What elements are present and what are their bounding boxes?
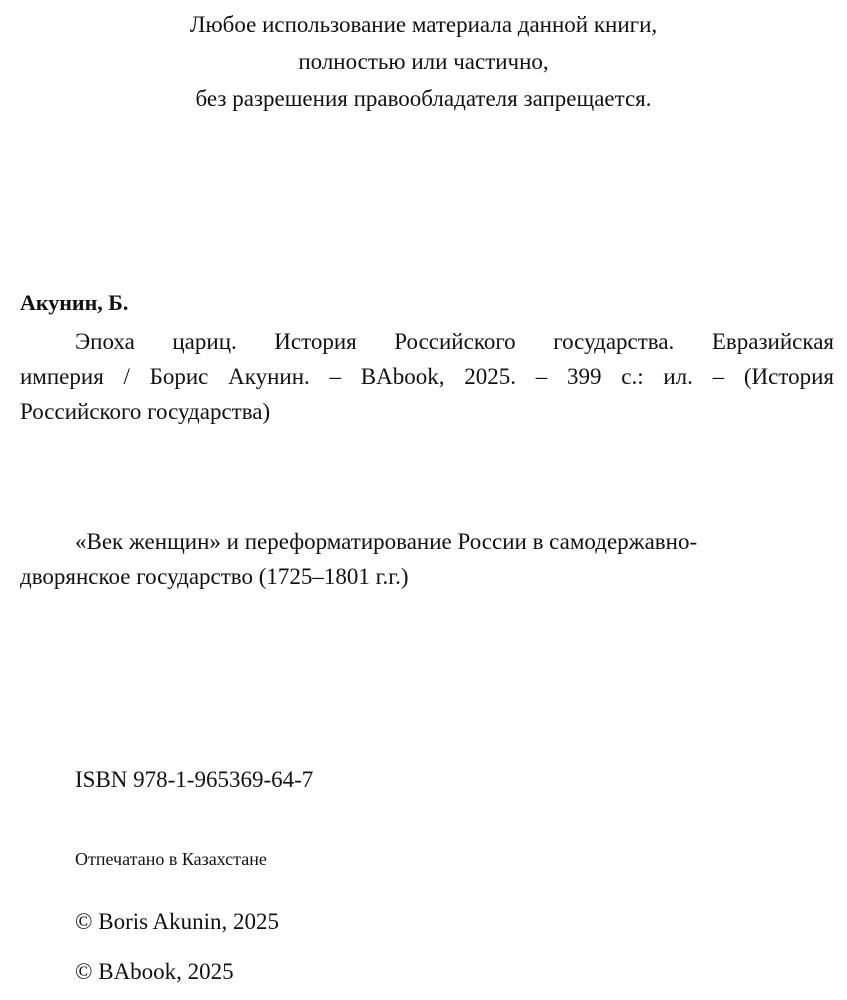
bibliographic-line: империя / Борис Акунин. – BAbook, 2025. – 399 с.: ил. – (История (20, 364, 834, 389)
rights-notice-line: без разрешения правообладателя запрещается. (195, 86, 652, 111)
printed-in-note: Отпечатано в Казахстане (75, 849, 267, 869)
copyright-author: © Boris Akunin, 2025 (75, 909, 280, 934)
bibliographic-line: Эпоха цариц. История Российского государства. Евразийская (75, 329, 834, 354)
rights-notice-line: Любое использование материала данной книги, (189, 12, 658, 37)
rights-notice (0, 6, 847, 117)
annotation-line: «Век женщин» и переформатирование России в самодержавно- (75, 529, 698, 554)
copyright-publisher: © BAbook, 2025 (75, 959, 234, 984)
isbn-number: ISBN 978-1-965369-64-7 (75, 767, 314, 792)
author-heading: Акунин, Б. (20, 290, 129, 315)
annotation-line: дворянское государство (1725–1801 г.г.) (20, 564, 409, 589)
book-annotation (20, 524, 834, 594)
bibliographic-description (20, 324, 834, 429)
rights-notice-line: полностью или частично, (298, 49, 549, 74)
bibliographic-line: Российского государства) (20, 399, 271, 424)
